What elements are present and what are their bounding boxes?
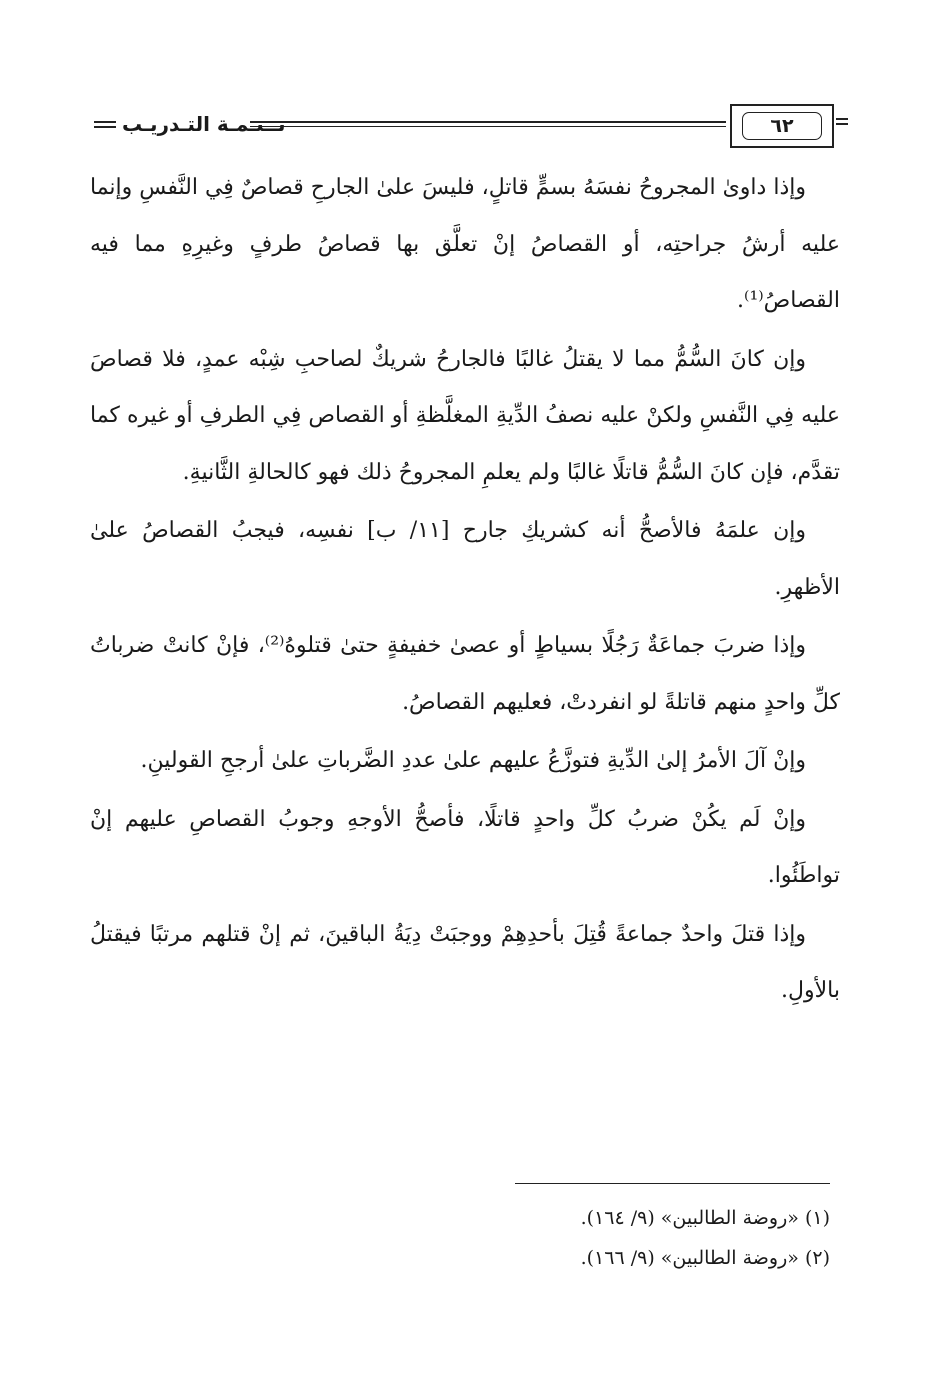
paragraph: وإن كانَ السُّمُّ مما لا يقتلُ غالبًا فالجارحُ شريكٌ لصاحبِ شِبْه عمدٍ، فلا قصاصَ عليه فِي النَّفسِ ولكنْ عليه نصفُ الدِّيةِ المغلَّظةِ أو القصاص فِي الطرفِ أو غيره كما تقدَّم، فإن كانَ السُّمُّ قاتلًا غالبًا ولم يعلمِ المجروحُ ذلك فهو كالحالةِ الثَّانيةِ. [90, 346, 840, 485]
footnote-separator [515, 1183, 830, 1184]
header-double-dash [94, 121, 116, 128]
header-end-tick [836, 118, 848, 125]
page-number: ٦٢ [742, 112, 822, 140]
paragraph: وإذا قتلَ واحدٌ جماعةً قُتِلَ بأحدِهِمْ ووجبَتْ دِيَةُ الباقينَ، ثم إنْ قتلهم مرتبًا فيقتلُ بالأولِ. [90, 921, 840, 1003]
footnotes [410, 1198, 830, 1278]
paragraph: وإنْ آلَ الأمرُ إلىٰ الدِّيةِ فتوزَّعُ عليهم علىٰ عددِ الضَّرباتِ علىٰ أرجحِ القولينِ. [140, 748, 806, 773]
footnote: (١) «روضة الطالبين» (٩/ ١٦٤). [580, 1207, 830, 1229]
main-text [90, 160, 840, 1022]
header-title: تــتـمـة التـدريـب [122, 112, 286, 136]
page-number-frame [730, 104, 834, 148]
paragraph: وإنْ لَم يكُنْ ضربُ كلِّ واحدٍ قاتلًا، فأصحُّ الأوجهِ وجوبُ القصاصِ عليهم إنْ تواطَئُوا. [90, 806, 840, 888]
paragraph: وإذا ضربَ جماعَةٌ رَجُلًا بسياطٍ أو عصىٰ خفيفةٍ حتىٰ قتلوهُ⁽²⁾، فإنْ كانتْ ضرباتُ كلِّ واحدٍ منهم قاتلةً لو انفردتْ، فعليهم القصاصُ. [90, 633, 840, 715]
paragraph: وإذا داوىٰ المجروحُ نفسَهُ بسمٍّ قاتلٍ، فليسَ علىٰ الجارحِ قصاصٌ فِي النَّفسِ وإنما عليه أرشُ جراحتِه، أو القصاصُ إنْ تعلَّق بها قصاصُ طرفٍ وغيرِهِ مما فيه القصاصُ⁽¹⁾. [90, 175, 840, 313]
running-header [88, 104, 848, 152]
paragraph: وإن علمَهُ فالأصحُّ أنه كشريكِ جارح [١١/ ب] نفسِه، فيجبُ القصاصُ علىٰ الأظهرِ. [90, 518, 840, 600]
header-rule [250, 121, 726, 127]
footnote: (٢) «روضة الطالبين» (٩/ ١٦٦). [580, 1247, 830, 1269]
